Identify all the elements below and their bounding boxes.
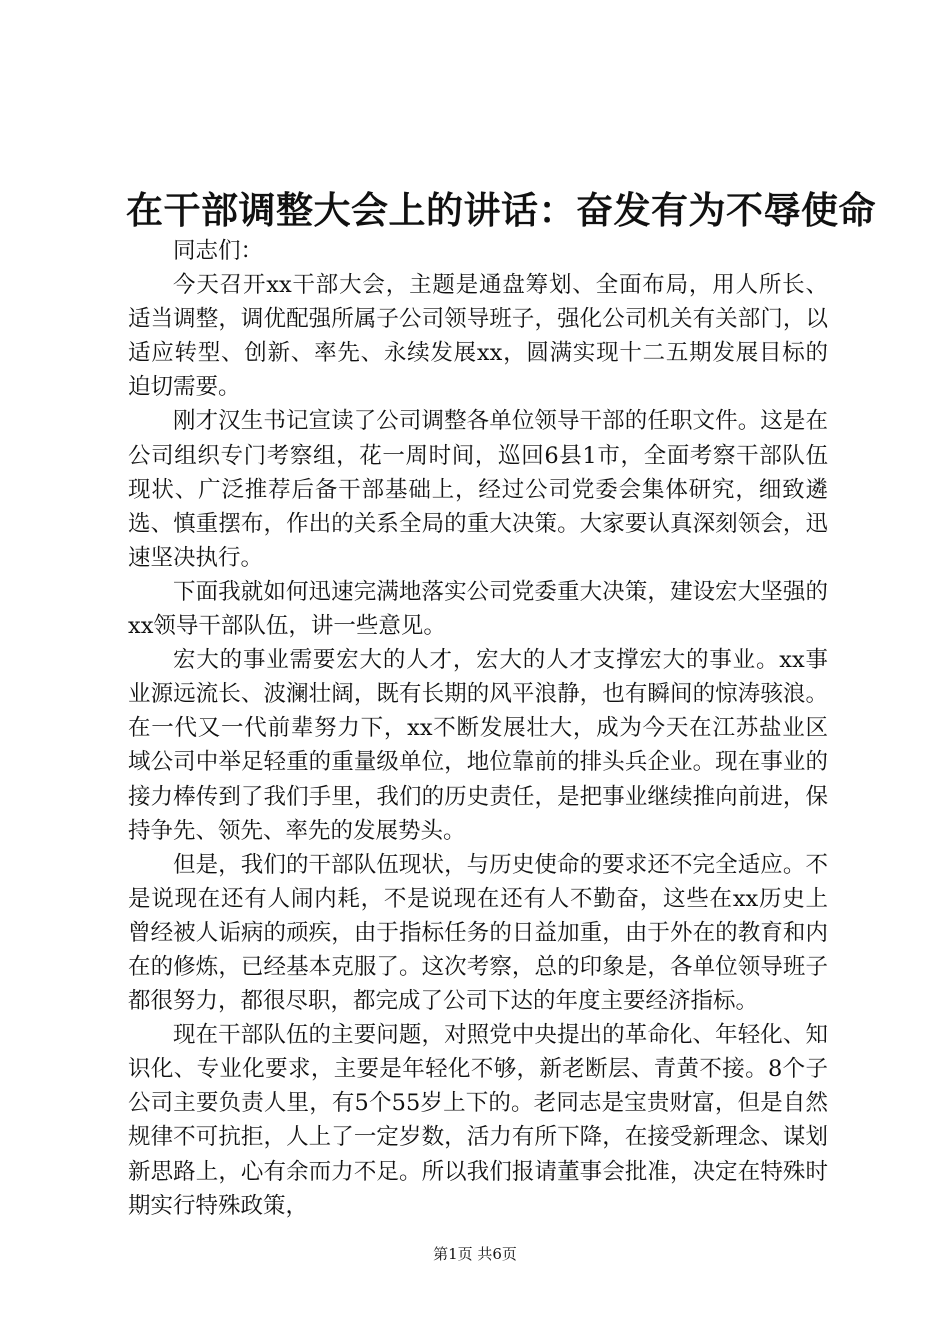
paragraph: 今天召开xx干部大会，主题是通盘筹划、全面布局，用人所长、适当调整，调优配强所属子公司领导班子，强化公司机关有关部门，以适应转型、创新、率先、永续发展xx，圆满实现十二五期发展目标的迫切需要。	[128, 272, 828, 401]
paragraph: 下面我就如何迅速完满地落实公司党委重大决策，建设宏大坚强的xx领导干部队伍，讲一些意见。	[128, 578, 828, 640]
document-title: 在干部调整大会上的讲话：奋发有为不辱使命	[126, 188, 876, 232]
page-footer: 第1页 共6页	[433, 1245, 517, 1263]
paragraph: 刚才汉生书记宣读了公司调整各单位领导干部的任职文件。这是在公司组织专门考察组，花一周时间，巡回6县1市，全面考察干部队伍现状、广泛推荐后备干部基础上，经过公司党委会集体研究，细致遴选、慎重摆布，作出的关系全局的重大决策。大家要认真深刻领会，迅速坚决执行。	[128, 408, 828, 571]
paragraph: 宏大的事业需要宏大的人才，宏大的人才支撑宏大的事业。xx事业源远流长、波澜壮阔，既有长期的风平浪静，也有瞬间的惊涛骇浪。在一代又一代前辈努力下，xx不断发展壮大，成为今天在江苏盐业区域公司中举足轻重的重量级单位，地位靠前的排头兵企业。现在事业的接力棒传到了我们手里，我们的历史责任，是把事业继续推向前进，保持争先、领先、率先的发展势头。	[128, 647, 828, 844]
paragraph: 但是，我们的干部队伍现状，与历史使命的要求还不完全适应。不是说现在还有人闹内耗，不是说现在还有人不勤奋，这些在xx历史上曾经被人诟病的顽疾，由于指标任务的日益加重，由于外在的教育和内在的修炼，已经基本克服了。这次考察，总的印象是，各单位领导班子都很努力，都很尽职，都完成了公司下达的年度主要经济指标。	[128, 851, 828, 1015]
paragraph: 现在干部队伍的主要问题，对照党中央提出的革命化、年轻化、知识化、专业化要求，主要是年轻化不够，新老断层、青黄不接。8个子公司主要负责人里，有5个55岁上下的。老同志是宝贵财富，但是自然规律不可抗拒，人上了一定岁数，活力有所下降，在接受新理念、谋划新思路上，心有余而力不足。所以我们报请董事会批准，决定在特殊时期实行特殊政策，	[128, 1022, 828, 1219]
paragraph-salutation: 同志们：	[173, 238, 264, 264]
document-body	[128, 234, 828, 1223]
